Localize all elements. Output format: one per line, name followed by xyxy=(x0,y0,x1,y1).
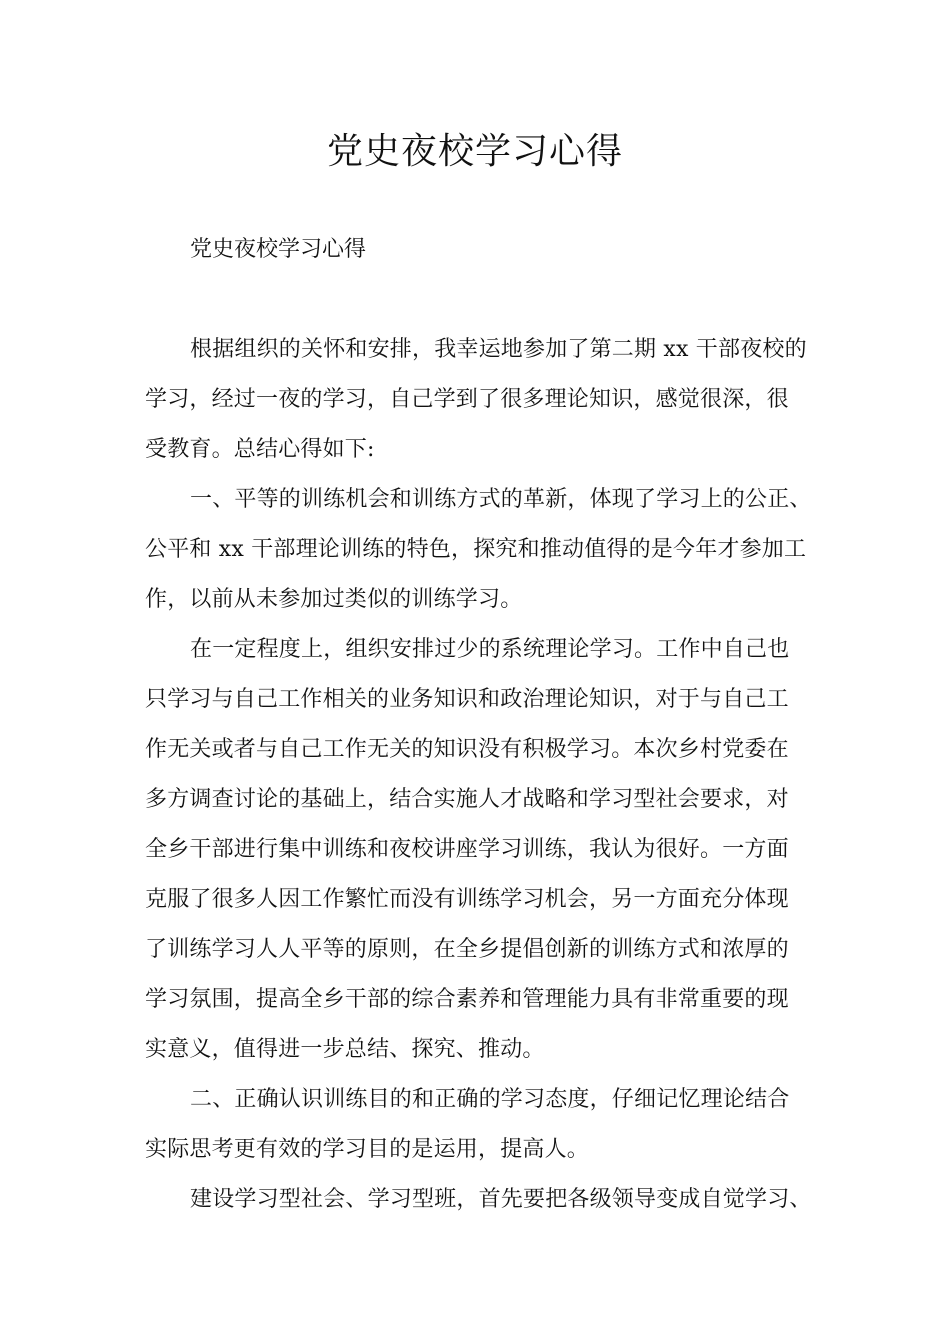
paragraph-line: 多方调查讨论的基础上，结合实施人才战略和学习型社会要求，对 xyxy=(145,787,789,812)
paragraph-line: 全乡干部进行集中训练和夜校讲座学习训练，我认为很好。一方面 xyxy=(145,837,789,862)
paragraph-line: 学习，经过一夜的学习，自己学到了很多理论知识，感觉很深，很 xyxy=(145,387,789,412)
paragraph-line: 作无关或者与自己工作无关的知识没有积极学习。本次乡村党委在 xyxy=(145,737,789,762)
paragraph-line: 二、正确认识训练目的和正确的学习态度，仔细记忆理论结合 xyxy=(190,1087,790,1112)
paragraph-line: 在一定程度上，组织安排过少的系统理论学习。工作中自己也 xyxy=(190,637,790,662)
document-title: 党史夜校学习心得 xyxy=(326,131,623,172)
document-subtitle: 党史夜校学习心得 xyxy=(190,237,367,262)
paragraph-line: 根据组织的关怀和安排，我幸运地参加了第二期 xx 干部夜校的 xyxy=(190,337,807,362)
paragraph-line: 了训练学习人人平等的原则，在全乡提倡创新的训练方式和浓厚的 xyxy=(145,937,789,962)
document-body xyxy=(145,335,815,1235)
paragraph-line: 公平和 xx 干部理论训练的特色，探究和推动值得的是今年才参加工 xyxy=(145,537,807,562)
paragraph-line: 一、平等的训练机会和训练方式的革新，体现了学习上的公正、 xyxy=(190,487,812,512)
paragraph-line: 只学习与自己工作相关的业务知识和政治理论知识，对于与自己工 xyxy=(145,687,789,712)
paragraph-line: 作，以前从未参加过类似的训练学习。 xyxy=(145,587,523,612)
paragraph-line: 克服了很多人因工作繁忙而没有训练学习机会，另一方面充分体现 xyxy=(145,887,789,912)
paragraph-line: 受教育。总结心得如下: xyxy=(145,437,375,462)
paragraph-line: 学习氛围，提高全乡干部的综合素养和管理能力具有非常重要的现 xyxy=(145,987,789,1012)
paragraph-line: 建设学习型社会、学习型班，首先要把各级领导变成自觉学习、 xyxy=(190,1187,812,1212)
paragraph-line: 实际思考更有效的学习目的是运用，提高人。 xyxy=(145,1137,590,1162)
paragraph-line: 实意义，值得进一步总结、探究、推动。 xyxy=(145,1037,545,1062)
